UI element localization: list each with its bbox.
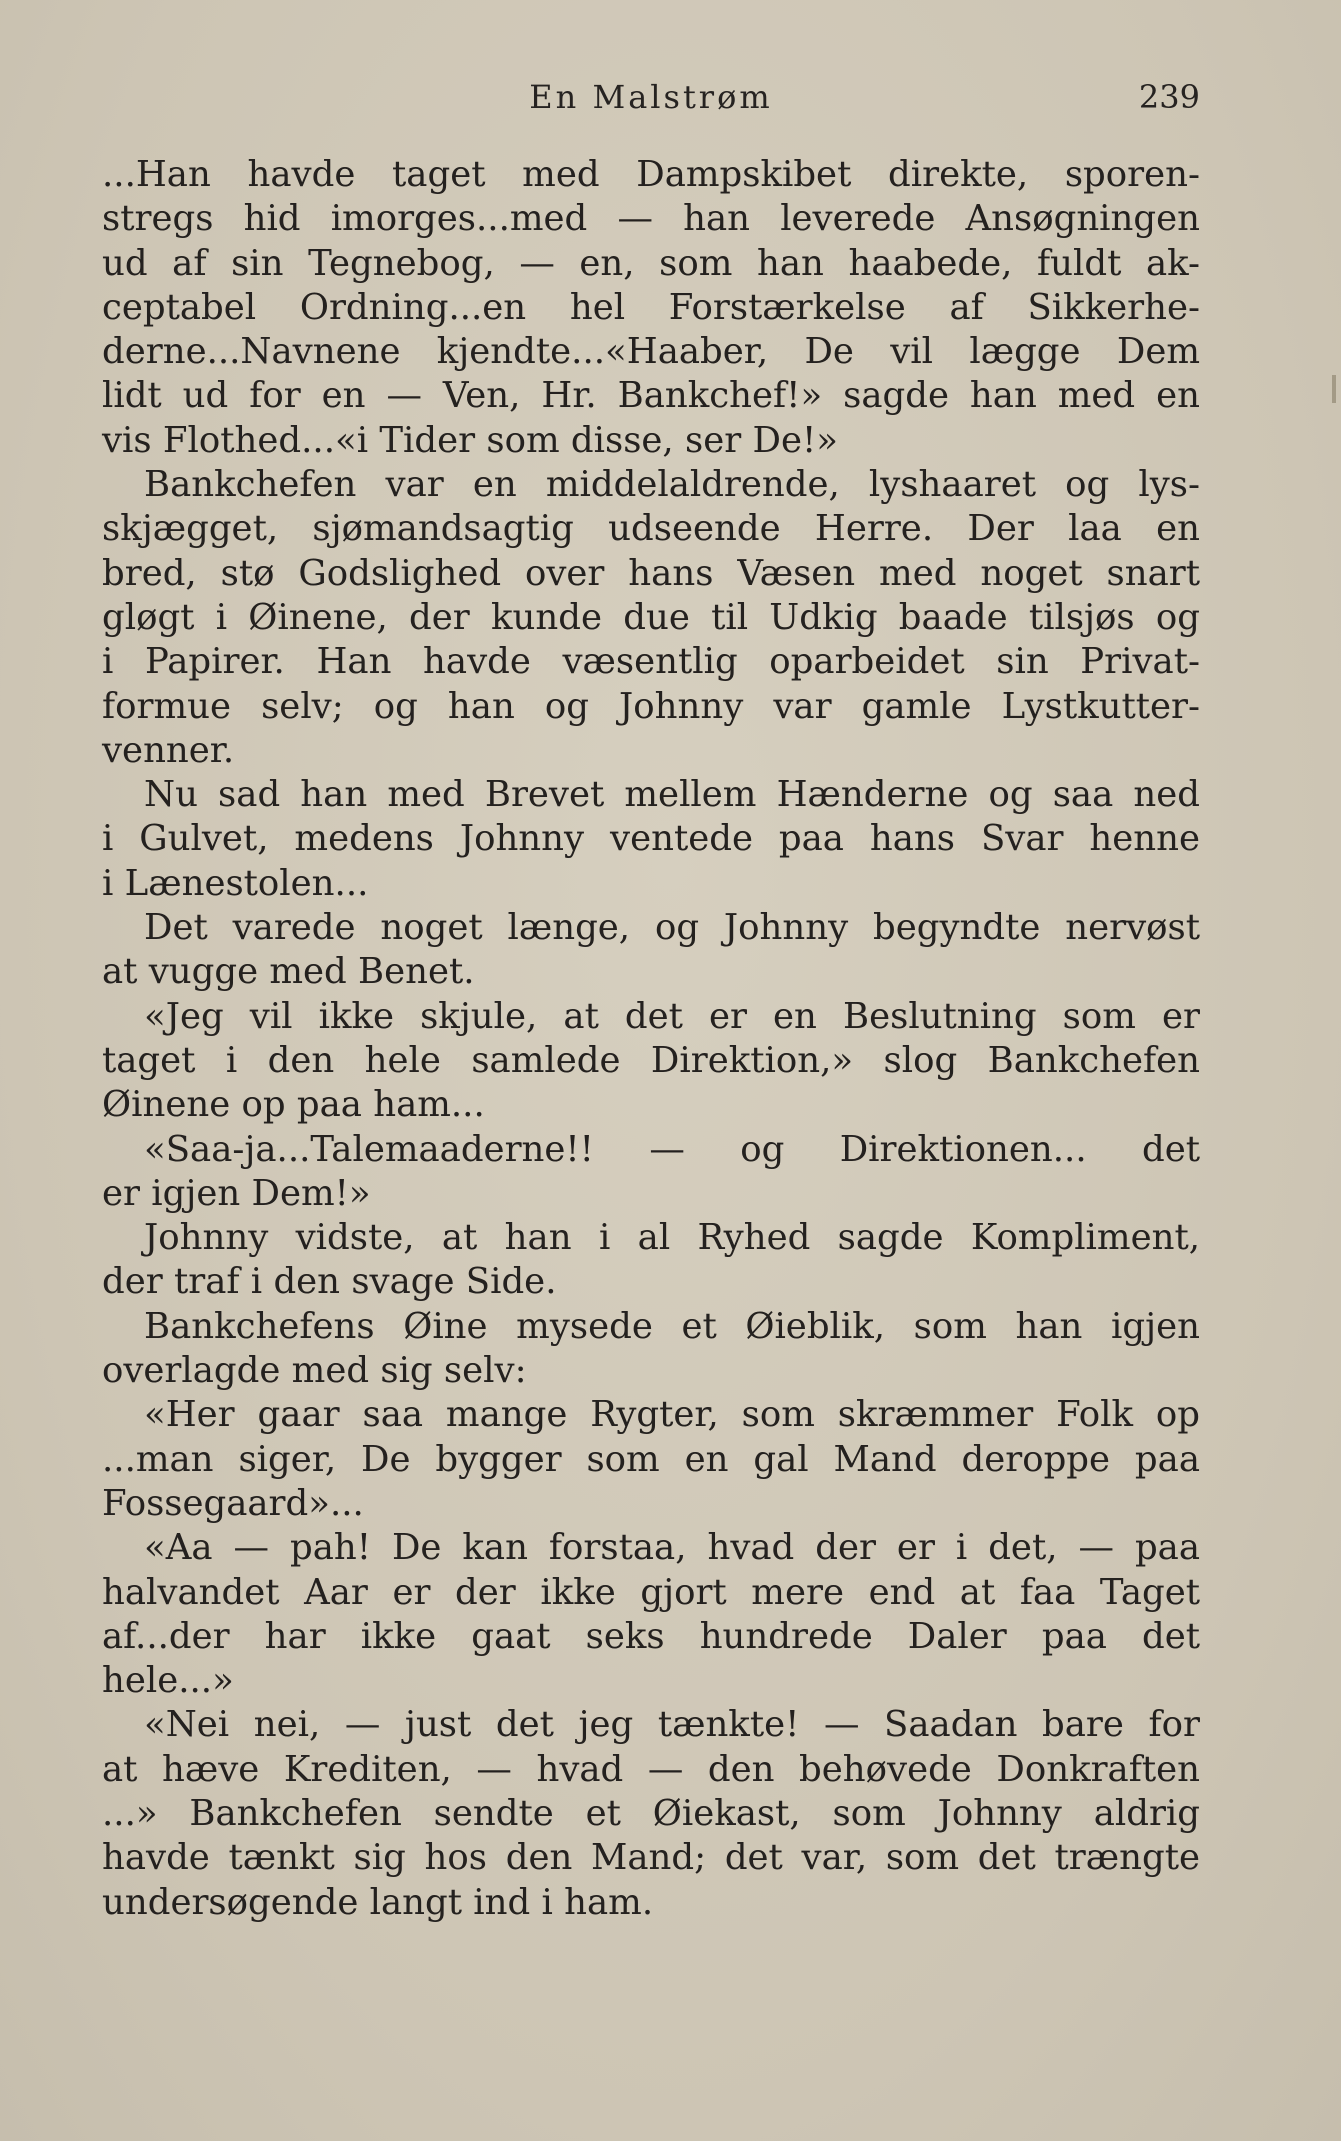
text-line: vis Flothed...«i Tider som disse, ser De!» bbox=[102, 419, 838, 461]
text-line: Øinene op paa ham... bbox=[102, 1084, 485, 1126]
text-line: ...Han havde taget med Dampskibet direkte, sporen- bbox=[102, 154, 1200, 195]
text-line: ud af sin Tegnebog, — en, som han haabede, fuldt ak- bbox=[102, 242, 1200, 284]
text-line: overlagde med sig selv: bbox=[102, 1350, 527, 1392]
text-line: undersøgende langt ind i ham. bbox=[102, 1881, 654, 1923]
text-line: ...» Bankchefen sendte et Øiekast, som Johnny aldrig bbox=[102, 1792, 1200, 1834]
text-line: «Saa-ja...Talemaaderne!! — og Direktionen... det bbox=[144, 1128, 1200, 1170]
text-line: ceptabel Ordning...en hel Forstærkelse af Sikkerhe- bbox=[102, 286, 1200, 328]
text-line: hele...» bbox=[102, 1660, 234, 1702]
text-line: halvandet Aar er der ikke gjort mere end at faa Taget bbox=[102, 1571, 1200, 1613]
text-line: havde tænkt sig hos den Mand; det var, som det trængte bbox=[102, 1837, 1200, 1879]
text-line: Bankchefen var en middelaldrende, lyshaaret og lys- bbox=[144, 464, 1200, 506]
text-line: formue selv; og han og Johnny var gamle Lystkutter- bbox=[102, 685, 1200, 727]
text-line: Fossegaard»... bbox=[102, 1482, 364, 1524]
text-line: ...man siger, De bygger som en gal Mand deroppe paa bbox=[102, 1438, 1200, 1480]
text-line: «Jeg vil ikke skjule, at det er en Beslutning som er bbox=[144, 995, 1200, 1037]
text-line: «Aa — pah! De kan forstaa, hvad der er i det, — paa bbox=[144, 1527, 1200, 1569]
body-text bbox=[102, 153, 1200, 1925]
text-line: i Papirer. Han havde væsentlig oparbeidet sin Privat- bbox=[102, 641, 1200, 683]
text-line: af...der har ikke gaat seks hundrede Daler paa det bbox=[102, 1615, 1200, 1657]
text-line: at hæve Krediten, — hvad — den behøvede Donkraften bbox=[102, 1748, 1200, 1790]
text-line: i Gulvet, medens Johnny ventede paa hans Svar henne bbox=[102, 818, 1200, 860]
text-line: lidt ud for en — Ven, Hr. Bankchef!» sagde han med en bbox=[102, 375, 1200, 417]
page-number: 239 bbox=[1138, 78, 1200, 116]
text-line: er igjen Dem!» bbox=[102, 1172, 371, 1214]
text-line: derne...Navnene kjendte...«Haaber, De vil lægge Dem bbox=[102, 331, 1200, 373]
page-header bbox=[102, 78, 1200, 128]
text-line: Det varede noget længe, og Johnny begyndte nervøst bbox=[144, 907, 1200, 949]
text-line: gløgt i Øinene, der kunde due til Udkig baade tilsjøs og bbox=[102, 596, 1200, 638]
margin-mark bbox=[1332, 375, 1336, 403]
text-line: i Lænestolen... bbox=[102, 862, 369, 904]
text-line: «Nei nei, — just det jeg tænkte! — Saadan bare for bbox=[144, 1704, 1200, 1746]
text-line: bred, stø Godslighed over hans Væsen med noget snart bbox=[102, 552, 1200, 594]
text-line: «Her gaar saa mange Rygter, som skræmmer Folk op bbox=[144, 1394, 1200, 1436]
text-line: taget i den hele samlede Direktion,» slog Bankchefen bbox=[102, 1039, 1200, 1081]
text-line: at vugge med Benet. bbox=[102, 951, 475, 993]
text-line: stregs hid imorges...med — han leverede Ansøgningen bbox=[102, 198, 1200, 240]
text-line: Bankchefens Øine mysede et Øieblik, som han igjen bbox=[144, 1305, 1200, 1347]
running-title: En Malstrøm bbox=[529, 78, 773, 116]
text-line: Johnny vidste, at han i al Ryhed sagde Kompliment, bbox=[144, 1217, 1200, 1259]
text-line: der traf i den svage Side. bbox=[102, 1261, 557, 1303]
text-line: skjægget, sjømandsagtig udseende Herre. Der laa en bbox=[102, 508, 1200, 550]
text-line: venner. bbox=[102, 729, 235, 771]
text-line: Nu sad han med Brevet mellem Hænderne og saa ned bbox=[144, 774, 1200, 816]
